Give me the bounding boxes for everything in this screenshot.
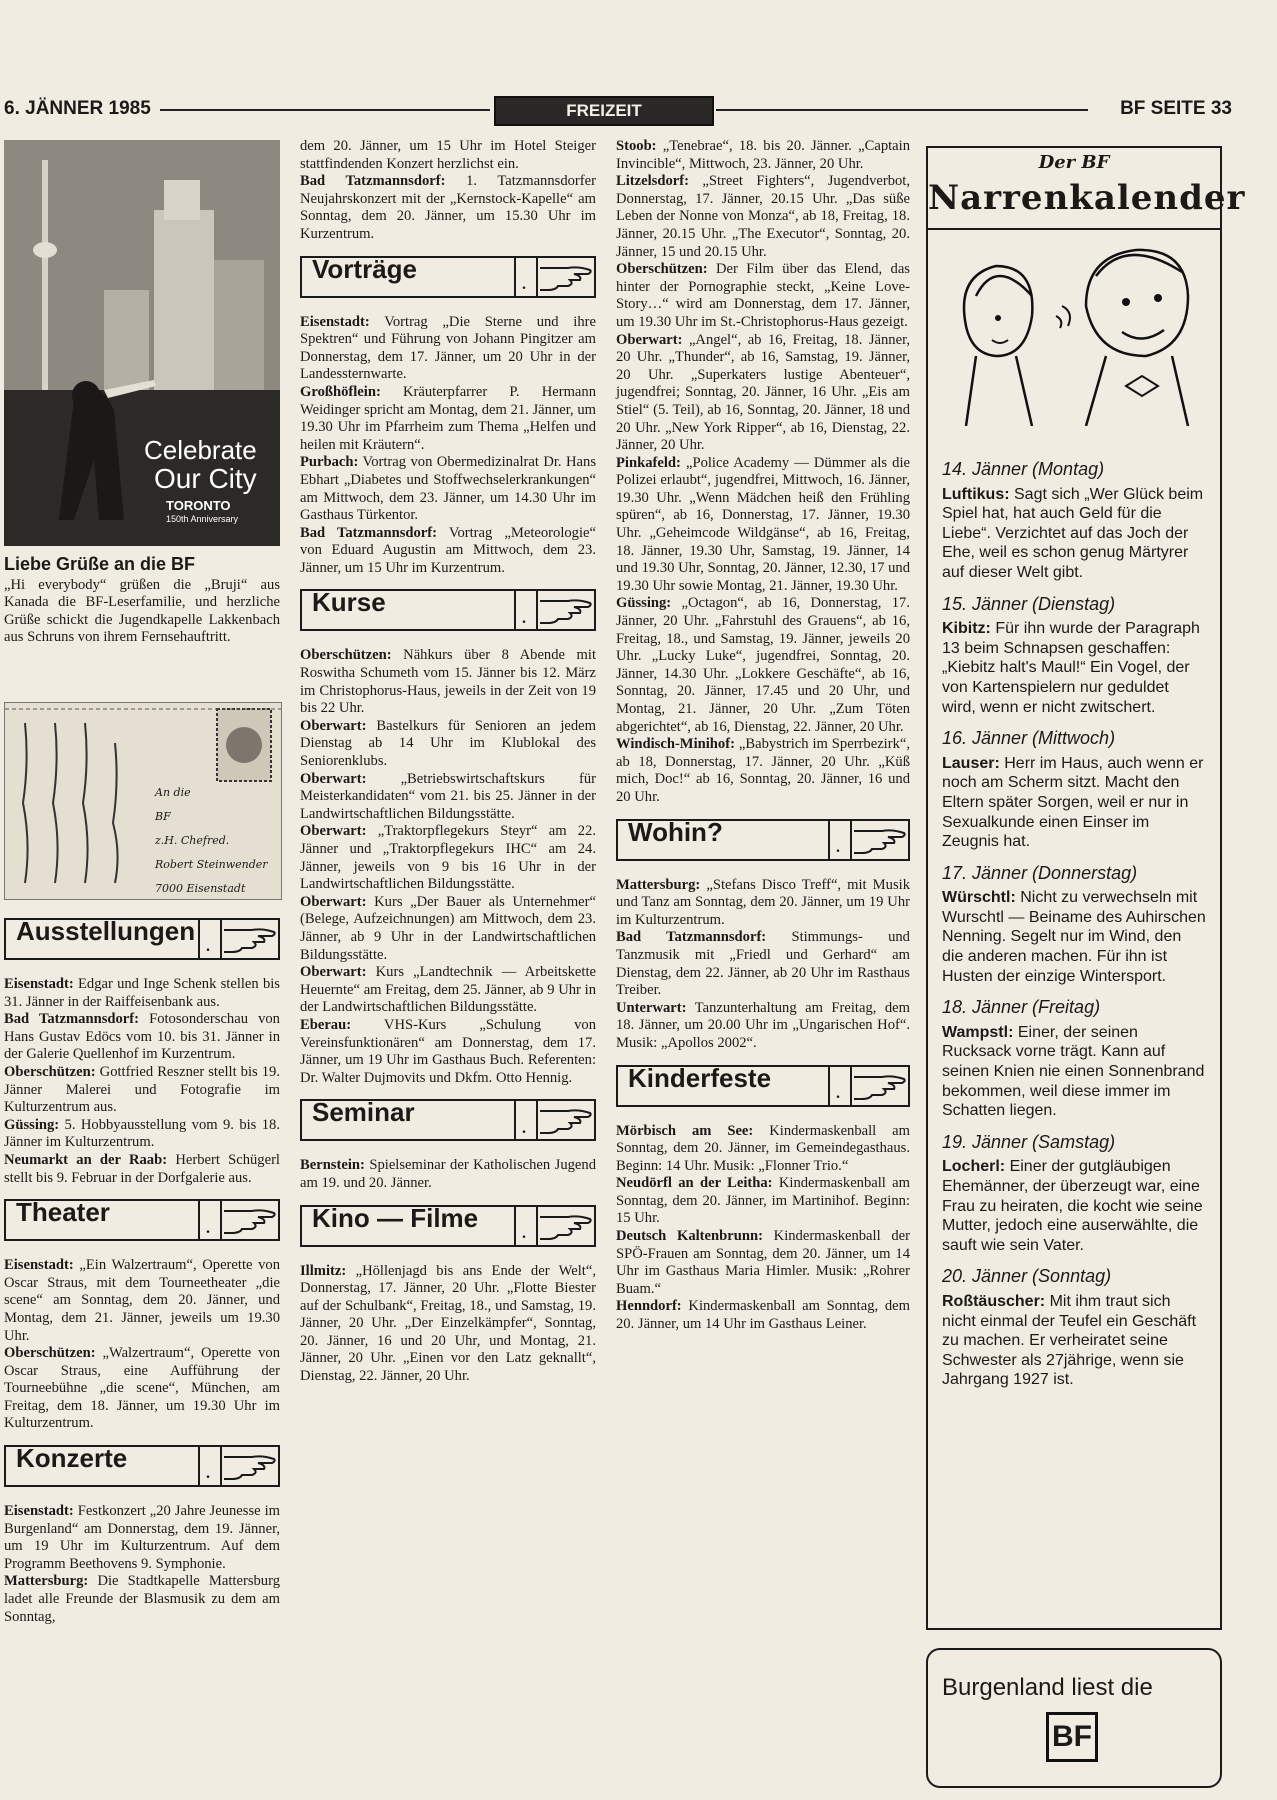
- listing-entry: [300, 1263, 596, 1386]
- listing-text: Vortrag „Die Sterne und ihre Spektren“ und Führung von Johann Pingitzer am Donnerstag, dem 17. Jänner, um 20 Uhr in der Landessternwarte.: [300, 313, 596, 383]
- listing-entry: [616, 455, 910, 596]
- burgenland-liest-box: [926, 1648, 1222, 1788]
- calendar-name: Kibitz:: [942, 620, 991, 638]
- calendar-name: Luftikus:: [942, 485, 1010, 503]
- listing-text: Festkonzert „20 Jahre Jeunesse im Burgenland“ am Donnerstag, dem 19. Jänner, um 19 Uhr im Kulturzentrum. Auf dem Programm Beethovens 9. Symphonie.: [4, 1503, 280, 1572]
- listing-place: Windisch-Minihof:: [616, 736, 735, 753]
- pointing-hand-icon: [222, 1205, 278, 1235]
- listing-place: Oberwart:: [300, 893, 367, 910]
- calendar-entry: [942, 1292, 1206, 1390]
- photo-caption-line1: Celebrate: [144, 435, 257, 465]
- photo-caption-line4: 150th Anniversary: [166, 514, 239, 524]
- listing-entry: [300, 454, 596, 524]
- listing-entry: [300, 771, 596, 824]
- listing-text: Kräuterpfarrer P. Hermann Weidinger spricht am Montag, dem 21. Jänner, um 19.30 Uhr im Pfarrheim zum Thema „Helfen und heilen mit Kräutern“.: [300, 383, 596, 453]
- listing-entry: [616, 1175, 910, 1228]
- listing-text: „Walzertraum“, Operette von Oscar Straus, eine Aufführung der Tourneebühne „die scene“, München, am Freitag, dem 18. Jänner, um 19.30 Uhr im Kulturzentrum.: [4, 1345, 280, 1432]
- listing-place: Großhöflein:: [300, 383, 381, 400]
- cartoon-couple-image: [936, 236, 1208, 426]
- calendar-text: Einer der gutgläubigen Ehemänner, der überzeugt war, eine Frau zu heiraten, die kocht wie seine Mutter, jedoch eine auserwählte, die sauft wie sein Vater.: [942, 1158, 1203, 1254]
- listing-place: Bad Tatzmannsdorf:: [300, 524, 437, 541]
- listing-place: Bad Tatzmannsdorf:: [4, 1011, 139, 1028]
- listing-text: Kindermaskenball am Sonntag, dem 20. Jänner, im Gemeindegasthaus. Beginn: 14 Uhr. Musik: „Flonner Trio.“: [616, 1122, 910, 1174]
- listing-text: 1. Tatzmannsdorfer Neujahrskonzert mit der „Kernstock-Kapelle“ am Sonntag, dem 20. Jänner, um 15.30 Uhr im Kurzentrum.: [300, 173, 596, 242]
- title-rule: [928, 228, 1220, 230]
- pointing-hand-icon: [852, 1071, 908, 1101]
- listing-entry: [616, 332, 910, 455]
- section-title: Theater: [16, 1197, 110, 1228]
- listing-entry: [300, 647, 596, 717]
- section-header: [300, 589, 596, 631]
- listing-text: Tanzunterhaltung am Freitag, dem 18. Jänner, um 20.00 Uhr im „Ungarischen Hof“. Musik: „Apollos 2002“.: [616, 999, 910, 1051]
- page-header: [0, 96, 1232, 126]
- listing-entry: [4, 1064, 280, 1117]
- listing-text: „Octagon“, ab 16, Donnerstag, 17. Jänner, 20 Uhr. „Fahrstuhl des Grauens“, ab 16, Freitag, 18., und Samstag, 19. Jänner, jeweils 20 Uhr. „Lucky Luke“, jugendfrei, Sonntag, 20. Jänner, 14.30 Uhr. „Lokkere Geschäfte“, ab 16, Sonntag, 20. Jänner, 17.45 und 20 Uhr, und Montag, 21. Jänner, 20 Uhr. „Zum Töten abgerichtet“, ab 16, Dienstag, 22. Jänner, 20 Uhr.: [616, 595, 910, 735]
- letter-line-4: Robert Steinwender: [155, 858, 268, 871]
- listing-text: Vortrag „Meteorologie“ von Eduard Augustin am Mittwoch, dem 23. Jänner, um 15 Uhr im Kurzentrum.: [300, 524, 596, 576]
- listing-place: Eisenstadt:: [300, 313, 370, 330]
- listing-text: Kurs „Der Bauer als Unternehmer“ (Belege, Aufzeichnungen) am Mittwoch, dem 23. Jänner, ab 9 Uhr in der Landwirtschaftlichen Bildungsstätte.: [300, 893, 596, 963]
- listing-place: Oberwart:: [300, 770, 367, 787]
- listing-entry: [616, 173, 910, 261]
- letter-line-5: 7000 Eisenstadt: [155, 882, 246, 895]
- listing-place: Mattersburg:: [616, 876, 701, 893]
- listing-place: Stoob:: [616, 138, 657, 154]
- section-header: [4, 1199, 280, 1241]
- listing-place: Mörbisch am See:: [616, 1122, 754, 1139]
- listing-place: Unterwart:: [616, 999, 687, 1016]
- listing-text: Fotosonderschau von Hans Gustav Edöcs vom 10. bis 31. Jänner in der Galerie Quellenhof im Kurzentrum.: [4, 1011, 280, 1063]
- calendar-date: 16. Jänner (Mittwoch): [942, 728, 1116, 749]
- section-header: [300, 253, 596, 298]
- listing-entry: [4, 976, 280, 1011]
- listing-text: Vortrag von Obermedizinalrat Dr. Hans Ebhart „Diabetes und Stoffwechselerkrankungen“ am Mittwoch, dem 23. Jänner, um 14.30 Uhr im Gasthaus Türkentor.: [300, 454, 596, 524]
- listing-place: Oberwart:: [300, 823, 367, 840]
- listing-entry: [616, 595, 910, 736]
- listing-text: Edgar und Inge Schenk stellen bis 31. Jänner in der Raiffeisenbank aus.: [4, 976, 280, 1010]
- listing-place: Oberschützen:: [4, 1063, 96, 1080]
- calendar-text: Sagt sich „Wer Glück beim Spiel hat, hat auch Geld für die Liebe“. Verzichtet auf das Joch der Ehe, weil es schon genug Märtyrer auf dieser Welt gibt.: [942, 485, 1204, 581]
- section-header-box: .: [514, 256, 538, 298]
- listing-entry: [616, 877, 910, 930]
- section-header: [4, 1445, 280, 1487]
- listing-entry: [300, 1017, 596, 1087]
- intro-text: dem 20. Jänner, um 15 Uhr im Hotel Steiger stattfindenden Konzert herzlichst ein.: [300, 138, 596, 172]
- calendar-text: Mit ihm traut sich nicht einmal der Teufel ein Geschäft zu machen. Er verheiratet seine Schwester als 27jährige, wenn sie Jahrgang 1927 ist.: [942, 1292, 1197, 1389]
- section-header-box: .: [514, 1205, 538, 1247]
- letter-line-3: z.H. Chefred.: [155, 834, 230, 847]
- greeting-text: „Hi everybody“ grüßen die „Bruji“ aus Kanada die BF-Leserfamilie, und herzliche Grüße schickt die Jugendkapelle Lakkenbach aus Schruns von ihrem Fernsehauftritt.: [4, 576, 280, 646]
- listing-place: Pinkafeld:: [616, 454, 681, 471]
- calendar-entry: [942, 619, 1206, 717]
- column-2: [300, 138, 596, 1386]
- section-header: [616, 816, 910, 861]
- bf-logo: BF: [1046, 1712, 1098, 1762]
- listing-text: „Police Academy — Dümmer als die Polizei erlaubt“, jugendfrei, Mittwoch, 16. Jänner, 19.30 Uhr. „Wenn Mädchen heiß den Frühling spüren“, ab 16, Donnerstag, 17. Jänner, 19.30 Uhr. „Geheimcode Wildgänse“, ab 16, Freitag, 18. Jänner, 19.30 Uhr, Samstag, 19. Jänner, 14 und 19.30 Uhr, Sonntag, 20. Jänner, 12.30, 17 und 19.30 Uhr sowie Montag, 21. Jänner, 19.30 Uhr.: [616, 454, 910, 594]
- calendar-entry: [942, 485, 1206, 583]
- section-header: [300, 1099, 596, 1141]
- section-title: Kurse: [312, 587, 386, 618]
- listing-place: Neumarkt an der Raab:: [4, 1151, 168, 1168]
- listing-text: Bastelkurs für Senioren an jedem Dienstag ab 14 Uhr im Klublokal des Seniorenklubs.: [300, 717, 596, 770]
- listing-entry: [300, 525, 596, 578]
- listing-text: Stimmungs- und Tanzmusik mit „Friedl und Gerhard“ am Dienstag, dem 22. Jänner, ab 20 Uhr im Rasthaus Treiber.: [616, 929, 910, 999]
- listing-entry: [4, 1011, 280, 1064]
- calendar-date: 17. Jänner (Donnerstag): [942, 862, 1138, 883]
- listing-place: Oberschützen:: [300, 647, 392, 664]
- section-title: Wohin?: [628, 816, 723, 847]
- header-rule-left: [160, 109, 490, 111]
- calendar-entry: [942, 1023, 1206, 1121]
- listing-text: „Betriebswirtschaftskurs für Meisterkandidaten“ vom 21. bis 25. Jänner in der Landwirtschaftlichen Bildungsstätte.: [300, 770, 596, 822]
- section-header-box: .: [198, 1445, 222, 1487]
- listing-entry: [616, 736, 910, 806]
- listing-place: Bad Tatzmannsdorf:: [300, 173, 446, 190]
- listing-entry: [616, 261, 910, 331]
- listing-text: „Babystrich im Sperrbezirk“, ab 18, Donnerstag, 17. Jänner, 20 Uhr. „Küß mich, Doc!“ ab 16, Sonntag, 20. Jänner, 16 und 20 Uhr.: [616, 736, 911, 805]
- listing-entry: [616, 1298, 910, 1333]
- section-header: [616, 1062, 910, 1107]
- section-title: Kino — Filme: [312, 1202, 479, 1233]
- calendar-entry: [942, 754, 1206, 852]
- listing-entry: [300, 823, 596, 893]
- narrenkalender-subtitle: Der BF: [1038, 152, 1110, 173]
- pointing-hand-icon: [538, 1105, 594, 1135]
- listing-entry: [300, 384, 596, 454]
- listing-text: „Street Fighters“, Jugendverbot, Donnerstag, 17. Jänner, 20.15 Uhr. „Das süße Leben der Nonne von Monza“, ab 18, Freitag, 18. Jänner, 20.15 Uhr. „The Executor“, Sonntag, 20. Jänner, 15 und 20.15 Uhr.: [616, 173, 910, 260]
- listing-entry: [300, 894, 596, 964]
- listing-place: Güssing:: [4, 1116, 60, 1133]
- calendar-date: 19. Jänner (Samstag): [942, 1131, 1116, 1152]
- section-title: Vorträge: [312, 253, 417, 284]
- letter-address: [155, 781, 268, 900]
- listing-place: Mattersburg:: [4, 1573, 89, 1590]
- header-rule-right: [716, 109, 1088, 111]
- column-1-top: [4, 556, 280, 647]
- calendar-name: Locherl:: [942, 1158, 1006, 1176]
- section-title: Kinderfeste: [628, 1062, 772, 1093]
- section-header-box: .: [198, 1199, 222, 1241]
- calendar-date: 14. Jänner (Montag): [942, 459, 1105, 479]
- listing-place: Deutsch Kaltenbrunn:: [616, 1228, 763, 1245]
- section-header-box: .: [198, 918, 222, 960]
- greeting-title: Liebe Grüße an die BF: [4, 554, 196, 574]
- handwritten-letter-image: [4, 702, 282, 900]
- narrenkalender-entries: [942, 448, 1206, 1398]
- listing-place: Eberau:: [300, 1016, 352, 1033]
- listing-place: Eisenstadt:: [4, 1257, 74, 1274]
- listing-place: Purbach:: [300, 454, 359, 471]
- listing-entry: [4, 1345, 280, 1433]
- listing-entry: [4, 1257, 280, 1345]
- listing-place: Eisenstadt:: [4, 976, 74, 992]
- narrenkalender-title: Narrenkalender: [928, 178, 1246, 218]
- listing-text: Herbert Schügerl stellt bis 9. Februar in der Dorfgalerie aus.: [4, 1151, 280, 1186]
- listing-text: „Höllenjagd bis ans Ende der Welt“, Donnerstag, 17. Jänner, 20 Uhr. „Flotte Biester auf der Schulbank“, Freitag, 18., und Samstag, 19. Jänner, 20 Uhr. „Der Einzelkämpfer“, Sonntag, 20. Jänner, 16 und 20 Uhr, und Montag, 21. Jänner, 20 Uhr. „Einen vor den Latz geknallt“, Dienstag, 22. Jänner, 20 Uhr.: [300, 1262, 596, 1385]
- section-label: FREIZEIT: [494, 96, 714, 126]
- listing-place: Neudörfl an der Leitha:: [616, 1175, 773, 1192]
- listing-entry: [616, 138, 910, 173]
- listing-text: VHS-Kurs „Schulung von Vereinsfunktionären“ am Donnerstag, dem 17. Jänner, um 19 Uhr im Gasthaus Buch. Referenten: Dr. Walter Dujmovits und Dkfm. Otto Hennig.: [300, 1016, 596, 1086]
- listing-entry: [300, 173, 596, 243]
- calendar-name: Lauser:: [942, 754, 1000, 772]
- issue-date: 6. JÄNNER 1985: [4, 98, 151, 119]
- listing-text: Die Stadtkapelle Mattersburg ladet alle Freunde der Blasmusik zu dem am Sonntag,: [4, 1573, 280, 1625]
- section-title: Konzerte: [16, 1443, 128, 1474]
- calendar-name: Würschtl:: [942, 889, 1016, 907]
- listing-text: „Traktorpflegekurs Steyr“ am 22. Jänner und „Traktorpflegekurs IHC“ am 24. Jänner, jeweils von 9 bis 16 Uhr in der Landwirtschaftlichen Bildungsstätte.: [300, 823, 596, 893]
- listing-text: Der Film über das Elend, das hinter der Pornographie steckt, „Keine Love-Story…“ wird am Donnerstag, dem 17. Jänner, um 19.30 Uhr im St.-Christophorus-Haus gezeigt.: [616, 261, 910, 330]
- listing-place: Bad Tatzmannsdorf:: [616, 929, 767, 946]
- calendar-text: Einer, der seinen Rucksack vorne trägt. Kann auf seinen Knien nie einen Sonnenbrand bekommen, weil diese immer im Schatten liegen.: [942, 1023, 1205, 1120]
- listing-place: Illmitz:: [300, 1262, 347, 1279]
- listing-text: Spielseminar der Katholischen Jugend am 19. und 20. Jänner.: [300, 1157, 597, 1191]
- listing-text: „Ein Walzertraum“, Operette von Oscar Straus, mit dem Tourneetheater „die scene“ am Sonntag, dem 20. Jänner, und Montag, dem 21. Jänner, jeweils um 19.30 Uhr.: [4, 1257, 280, 1344]
- section-title: Ausstellungen: [16, 916, 196, 946]
- section-header-box: .: [828, 1065, 852, 1107]
- listing-place: Oberwart:: [300, 964, 367, 981]
- pointing-hand-icon: [852, 825, 908, 855]
- calendar-name: Wampstl:: [942, 1023, 1014, 1041]
- listing-place: Litzelsdorf:: [616, 173, 689, 190]
- listing-place: Oberschützen:: [616, 261, 708, 278]
- calendar-entry: [942, 1157, 1206, 1255]
- pointing-hand-icon: [538, 262, 594, 292]
- calendar-text: Herr im Haus, auch wenn er noch am Scherm sitzt. Macht den Eltern später Sorgen, weil er nur in Sexualkunde einen Einser im Zeugnis hat.: [942, 754, 1204, 851]
- listing-text: „Stefans Disco Treff“, mit Musik und Tanz am Sonntag, dem 20. Jänner, um 19 Uhr im Kulturzentrum.: [616, 876, 910, 928]
- listing-place: Oberwart:: [616, 331, 683, 348]
- letter-line-1: An die: [155, 786, 191, 799]
- listing-entry: [300, 718, 596, 771]
- listing-text: „Angel“, ab 16, Freitag, 18. Jänner, 20 Uhr. „Thunder“, ab 16, Samstag, 19. Jänner, 20 Uhr. „Superkaters lustige Abenteuer“, jugendfrei; Sonntag, 20. Jänner, 16 Uhr. „Eis am Stiel“ (5. Teil), ab 16, Sonntag, 20. Jänner, 18 und 20 Uhr. „New York Ripper“, ab 16, Dienstag, 22. Jänner, 20 Uhr.: [616, 331, 910, 454]
- listing-text: Nähkurs über 8 Abende mit Roswitha Schumeth vom 15. Jänner bis 12. März im Christophorus-Haus, jeweils in der Zeit von 19 bis 22 Uhr.: [300, 647, 597, 717]
- listing-place: Bernstein:: [300, 1157, 365, 1174]
- listing-entry: [300, 314, 596, 384]
- listing-place: Oberwart:: [300, 717, 367, 734]
- calendar-name: Roßtäuscher:: [942, 1292, 1046, 1310]
- toronto-photo: [4, 140, 280, 546]
- pointing-hand-icon: [222, 924, 278, 954]
- section-header-box: .: [514, 1099, 538, 1141]
- section-header: [4, 918, 280, 960]
- listing-text: Kurs „Landtechnik — Arbeitskette Heuernte“ am Freitag, dem 25. Jänner, ab 9 Uhr in der Landwirtschaftlichen Bildungsstätte.: [300, 964, 596, 1016]
- listing-text: Gottfried Reszner stellt bis 19. Jänner Malerei und Fotografie im Kulturzentrum aus.: [4, 1063, 280, 1116]
- listing-entry: [616, 1123, 910, 1176]
- column-3: [616, 138, 910, 1334]
- listing-text: 5. Hobbyausstellung vom 9. bis 18. Jänner im Kulturzentrum.: [4, 1116, 280, 1151]
- photo-caption-line2: Our City: [154, 463, 257, 494]
- listing-entry: [616, 1228, 910, 1298]
- section-header-box: .: [514, 589, 538, 631]
- listing-entry: [4, 1573, 280, 1626]
- photo-caption-line3: TORONTO: [166, 498, 231, 513]
- listing-text: „Tenebrae“, 18. bis 20. Jänner. „Captain Invincible“, Mittwoch, 23. Jänner, 20 Uhr.: [616, 138, 910, 172]
- section-title: Seminar: [312, 1097, 415, 1128]
- calendar-text: Nicht zu verwechseln mit Wurschtl — Beiname des Auhirschen Nenning. Segelt nur im Wind, den die anderen machen. Für ihn ist Husten der einzige Wintersport.: [942, 889, 1206, 985]
- slogan-text: Burgenland liest die: [942, 1674, 1153, 1701]
- listing-place: Eisenstadt:: [4, 1503, 74, 1520]
- listing-entry: [300, 964, 596, 1017]
- page-number: BF SEITE 33: [1120, 98, 1232, 119]
- listing-entry: [616, 929, 910, 999]
- column-1-sections: [4, 906, 280, 1626]
- pointing-hand-icon: [538, 1211, 594, 1241]
- listing-entry: [4, 1117, 280, 1152]
- listing-text: Kindermaskenball am Sonntag, dem 20. Jänner, im Martinihof. Beginn: 15 Uhr.: [616, 1175, 910, 1227]
- listing-entry: [4, 1152, 280, 1187]
- listing-text: Kindermaskenball am Sonntag, dem 20. Jänner, um 14 Uhr im Gasthaus Leiner.: [616, 1298, 911, 1333]
- listing-entry: [300, 1157, 596, 1192]
- calendar-date: 18. Jänner (Freitag): [942, 997, 1101, 1018]
- letter-line-2: BF: [155, 810, 171, 823]
- listing-place: Henndorf:: [616, 1298, 682, 1315]
- pointing-hand-icon: [538, 595, 594, 625]
- pointing-hand-icon: [222, 1451, 278, 1481]
- calendar-date: 15. Jänner (Dienstag): [942, 593, 1116, 614]
- listing-entry: [616, 1000, 910, 1053]
- section-header-box: .: [828, 819, 852, 861]
- calendar-date: 20. Jänner (Sonntag): [942, 1266, 1112, 1287]
- calendar-text: Für ihn wurde der Paragraph 13 beim Schnapsen geschaffen: „Kiebitz halt's Maul!“ Ein Vogel, der von Kartenspielern nur geduldet wird, wenn er nicht zwitschert.: [942, 620, 1200, 716]
- listing-place: Güssing:: [616, 595, 672, 612]
- listing-entry: [4, 1503, 280, 1573]
- calendar-entry: [942, 888, 1206, 986]
- listing-text: Kindermaskenball der SPÖ-Frauen am Sonntag, dem 20. Jänner, um 14 Uhr im Gasthaus Maria Himler. Musik: „Rohrer Buam.“: [616, 1228, 910, 1297]
- listing-place: Oberschützen:: [4, 1345, 96, 1362]
- section-header: [300, 1202, 596, 1247]
- narrenkalender-box: [926, 146, 1246, 1630]
